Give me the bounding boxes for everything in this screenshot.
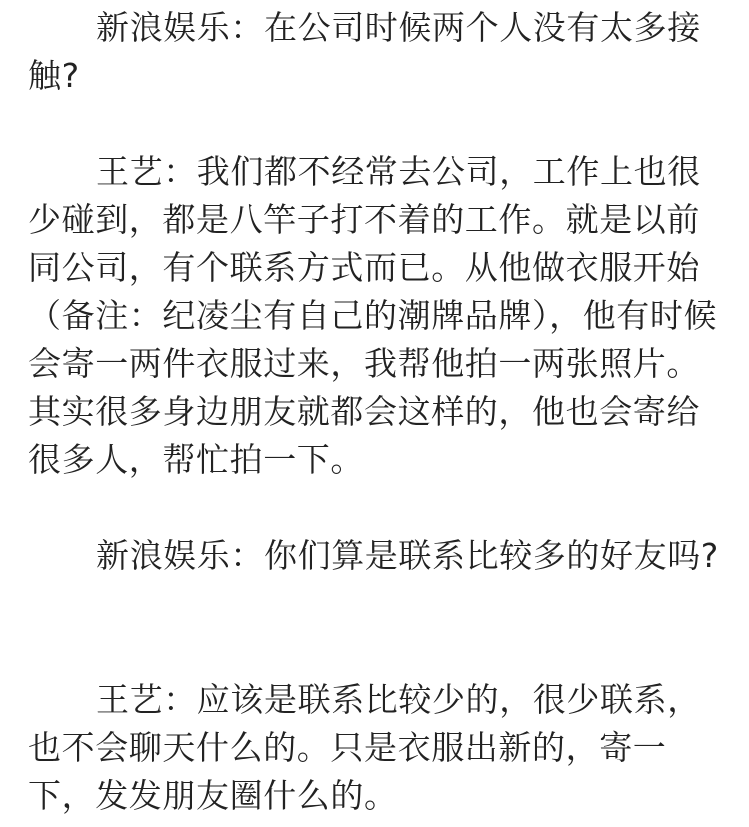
- interview-question: 新浪娱乐：在公司时候两个人没有太多接触?: [28, 8, 701, 95]
- interview-question: 新浪娱乐：你们算是联系比较多的好友吗?: [96, 536, 719, 575]
- interview-answer: 王艺：我们都不经常去公司，工作上也很少碰到，都是八竿子打不着的工作。就是以前同公司，有个联系方式而已。从他做衣服开始（备注：纪凌尘有自己的潮牌品牌），他有时候会寄一两件衣服过来，我帮他拍一两张照片。其实很多身边朋友就都会这样的，他也会寄给很多人，帮忙拍一下。: [28, 152, 718, 479]
- interview-answer: 王艺：应该是联系比较少的，很少联系，也不会聊天什么的。只是衣服出新的，寄一下，发发朋友圈什么的。: [28, 680, 701, 815]
